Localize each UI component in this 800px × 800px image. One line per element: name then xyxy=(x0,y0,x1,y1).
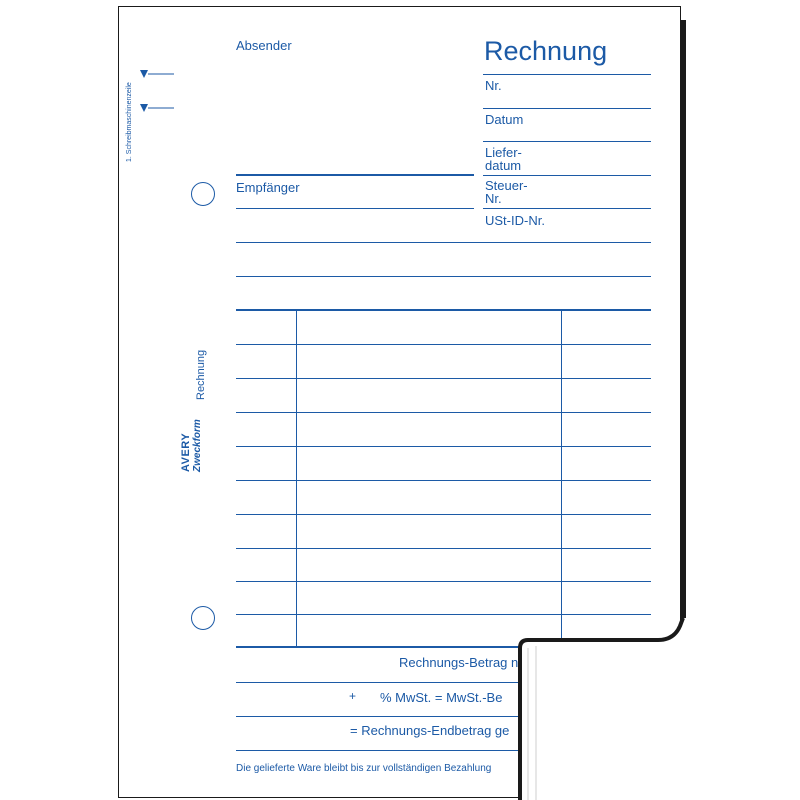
typewriter-line-label: 1. Schreibmaschinenzeile xyxy=(126,82,133,162)
avery-zweckform-logo xyxy=(180,408,210,472)
total-net-label: Rechnungs-Betrag n xyxy=(399,655,519,670)
field-lieferdatum-line xyxy=(483,175,651,176)
recipient-top-line xyxy=(236,174,474,176)
recipient-line-3 xyxy=(236,276,651,277)
field-steuer-line xyxy=(483,208,651,209)
logo-line2: Zweckform xyxy=(192,419,203,472)
table-row-line xyxy=(236,548,651,549)
typewriter-line-marker-1 xyxy=(138,68,178,80)
title-underline xyxy=(483,74,651,75)
table-row-line xyxy=(236,581,651,582)
total-gross-label: = Rechnungs-Endbetrag ge xyxy=(350,723,510,738)
total-mwst-label: % MwSt. = MwSt.-Be xyxy=(380,690,503,705)
logo-line1: AVERY xyxy=(180,432,192,472)
page-curl xyxy=(508,618,692,800)
table-row-line xyxy=(236,378,651,379)
totals-line-2 xyxy=(236,716,536,717)
field-datum-line xyxy=(483,141,651,142)
punch-hole-bottom xyxy=(191,606,215,630)
totals-line-3 xyxy=(236,750,526,751)
recipient-line-2 xyxy=(236,242,651,243)
footer-note: Die gelieferte Ware bleibt bis zur vollständigen Bezahlung xyxy=(236,763,492,774)
sender-label: Absender xyxy=(236,38,292,53)
table-row-line xyxy=(236,344,651,345)
recipient-line-1 xyxy=(236,208,474,209)
totals-line-1 xyxy=(236,682,536,683)
table-column-divider-1 xyxy=(296,310,297,646)
table-row-line xyxy=(236,514,651,515)
field-nr-line xyxy=(483,108,651,109)
typewriter-line-marker-2 xyxy=(138,102,178,114)
table-row-line xyxy=(236,446,651,447)
punch-hole-top xyxy=(191,182,215,206)
field-lieferdatum-label-2: datum xyxy=(485,158,522,173)
field-lieferdatum-label-1: Liefer- xyxy=(485,145,522,160)
page-title: Rechnung xyxy=(484,36,608,66)
table-row-line xyxy=(236,412,651,413)
field-datum-label: Datum xyxy=(485,112,524,127)
table-column-divider-2 xyxy=(561,310,562,646)
field-nr-label: Nr. xyxy=(485,78,502,93)
field-ustid-label: USt-ID-Nr. xyxy=(485,213,545,228)
table-row-line xyxy=(236,480,651,481)
table-top-line xyxy=(236,309,651,311)
recipient-label: Empfänger xyxy=(236,180,300,195)
table-row-line xyxy=(236,614,651,615)
side-title: Rechnung xyxy=(195,349,207,400)
field-steuer-label-1: Steuer- xyxy=(485,178,528,193)
field-steuer-label-2: Nr. xyxy=(485,191,502,206)
total-plus-sign: + xyxy=(349,689,357,703)
